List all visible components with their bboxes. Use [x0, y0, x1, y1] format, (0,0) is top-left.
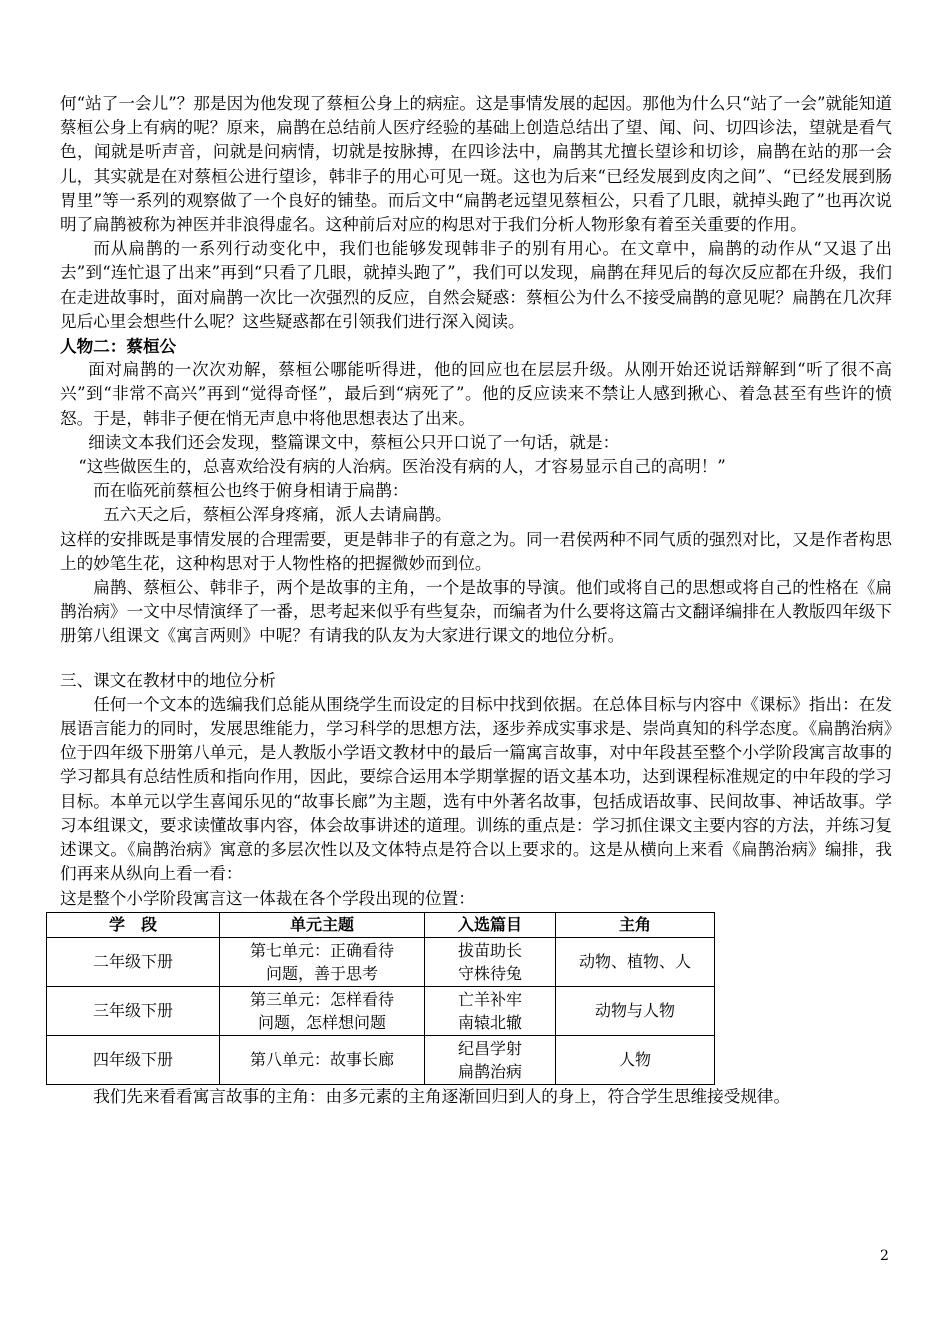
- table-row: [47, 1035, 715, 1084]
- paragraph: 而在临死前蔡桓公也终于俯身相请于扁鹊：: [93, 481, 409, 501]
- grade-cell: 四年级下册: [47, 1035, 220, 1084]
- paragraph: 何“站了一会儿”？那是因为他发现了蔡桓公身上的病症。这是事情发展的起因。那他为什么只“站了一会”就能知道蔡桓公身上有病的呢？原来，扁鹊在总结前人医疗经验的基础上创造总结出了望、闻、问、切四诊法，望就是看气色，闻就是听声音，问就是问病情，切就是按脉搏，在四诊法中，扁鹊其尤擅长望诊和切诊，扁鹊在站的那一会儿，其实就是在对蔡桓公进行望诊，韩非子的用心可见一斑。这也为后来“已经发展到皮肉之间”、“已经发展到肠胃里”等一系列的观察做了一个良好的铺垫。而后文中“扁鹊老远望见蔡桓公，只看了几眼，就掉头跑了”也再次说明了扁鹊被称为神医并非浪得虚名。这种前后对应的构思对于我们分析人物形象有着至关重要的作用。: [60, 94, 892, 235]
- roles-cell: 人物: [556, 1035, 715, 1084]
- fable-position-table: [46, 912, 715, 1085]
- paragraph: 扁鹊、蔡桓公、韩非子，两个是故事的主角，一个是故事的导演。他们或将自己的思想或将自己的性格在《扁鹊治病》一文中尽情演绎了一番，思考起来似乎有些复杂，而编者为什么要将这篇古文翻译编排在人教版四年级下册第八组课文《寓言两则》中呢？有请我的队友为大家进行课文的地位分析。: [60, 578, 892, 646]
- roles-cell: 动物与人物: [556, 986, 715, 1035]
- paragraph: 这是整个小学阶段寓言这一体裁在各个学段出现的位置：: [60, 888, 475, 908]
- paragraph: 任何一个文本的选编我们总能从围绕学生而设定的目标中找到依据。在总体目标与内容中《课标》指出：在发展语言能力的同时，发展思维能力，学习科学的思想方法，逐步养成实事求是、崇尚真知的科学态度。《扁鹊治病》位于四年级下册第八单元，是人教版小学语文教材中的最后一篇寓言故事，对中年段甚至整个小学阶段寓言故事的学习都具有总结性质和指向作用，因此，要综合运用本学期掌握的语文基本功，达到课程标准规定的中年段的学习目标。本单元以学生喜闻乐见的“故事长廊”为主题，选有中外著名故事，包括成语故事、民间故事、神话故事。学习本组课文，要求读懂故事内容，体会故事讲述的道理。训练的重点是：学习抓住课文主要内容的方法，并练习复述课文。《扁鹊治病》寓意的多层次性以及文体特点是符合以上要求的。这是从横向上来看《扁鹊治病》编排，我们再来从纵向上看一看：: [60, 694, 892, 884]
- table-header-row: [47, 912, 715, 937]
- grade-cell: 二年级下册: [47, 937, 220, 986]
- theme-cell: 第八单元：故事长廊: [220, 1035, 425, 1084]
- paragraph: 这样的安排既是事情发展的合理需要，更是韩非子的有意之为。同一君侯两种不同气质的强烈对比，又是作者构思上的妙笔生花，这种构思对于人物性格的把握微妙而到位。: [60, 529, 892, 573]
- header-cell: 学 段: [47, 912, 220, 937]
- document-page: [60, 92, 892, 1109]
- roles-cell: 动物、植物、人: [556, 937, 715, 986]
- paragraph: 我们先来看看寓言故事的主角：由多元素的主角逐渐回归到人的身上，符合学生思维接受规律。: [93, 1086, 791, 1106]
- texts-cell: 纪昌学射 扁鹊治病: [425, 1035, 556, 1084]
- table-row: [47, 986, 715, 1035]
- header-cell: 主角: [556, 912, 715, 937]
- theme-cell: 第三单元：怎样看待 问题，怎样想问题: [220, 986, 425, 1035]
- table-row: [47, 937, 715, 986]
- texts-cell: 拔苗助长 守株待兔: [425, 937, 556, 986]
- quote: “这些做医生的，总喜欢给没有病的人治病。医治没有病的人，才容易显示自己的高明！”: [78, 457, 726, 477]
- quote: 五六天之后，蔡桓公浑身疼痛，派人去请扁鹊。: [103, 505, 452, 525]
- theme-cell: 第七单元：正确看待 问题，善于思考: [220, 937, 425, 986]
- page-number: 2: [880, 1248, 889, 1264]
- texts-cell: 亡羊补牢 南辕北辙: [425, 986, 556, 1035]
- header-cell: 单元主题: [220, 912, 425, 937]
- section-title: 三、课文在教材中的地位分析: [60, 670, 276, 690]
- paragraph: 面对扁鹊的一次次劝解，蔡桓公哪能听得进，他的回应也在层层升级。从刚开始还说话辩解到“听了很不高兴”到“非常不高兴”再到“觉得奇怪”，最后到“病死了”。他的反应读来不禁让人感到揪心、着急甚至有些许的愤怒。于是，韩非子便在悄无声息中将他思想表达了出来。: [60, 360, 892, 428]
- paragraph: 而从扁鹊的一系列行动变化中，我们也能够发现韩非子的别有用心。在文章中，扁鹊的动作从“又退了出去”到“连忙退了出来”再到“只看了几眼，就掉头跑了”，我们可以发现，扁鹊在拜见后的每次反应都在升级，我们在走进故事时，面对扁鹊一次比一次强烈的反应，自然会疑惑：蔡桓公为什么不接受扁鹊的意见呢？扁鹊在几次拜见后心里会想些什么呢？这些疑惑都在引领我们进行深入阅读。: [60, 239, 892, 331]
- section-heading: 人物二：蔡桓公: [60, 336, 177, 357]
- grade-cell: 三年级下册: [47, 986, 220, 1035]
- paragraph: 细读文本我们还会发现，整篇课文中，蔡桓公只开口说了一句话，就是：: [88, 432, 620, 452]
- header-cell: 入选篇目: [425, 912, 556, 937]
